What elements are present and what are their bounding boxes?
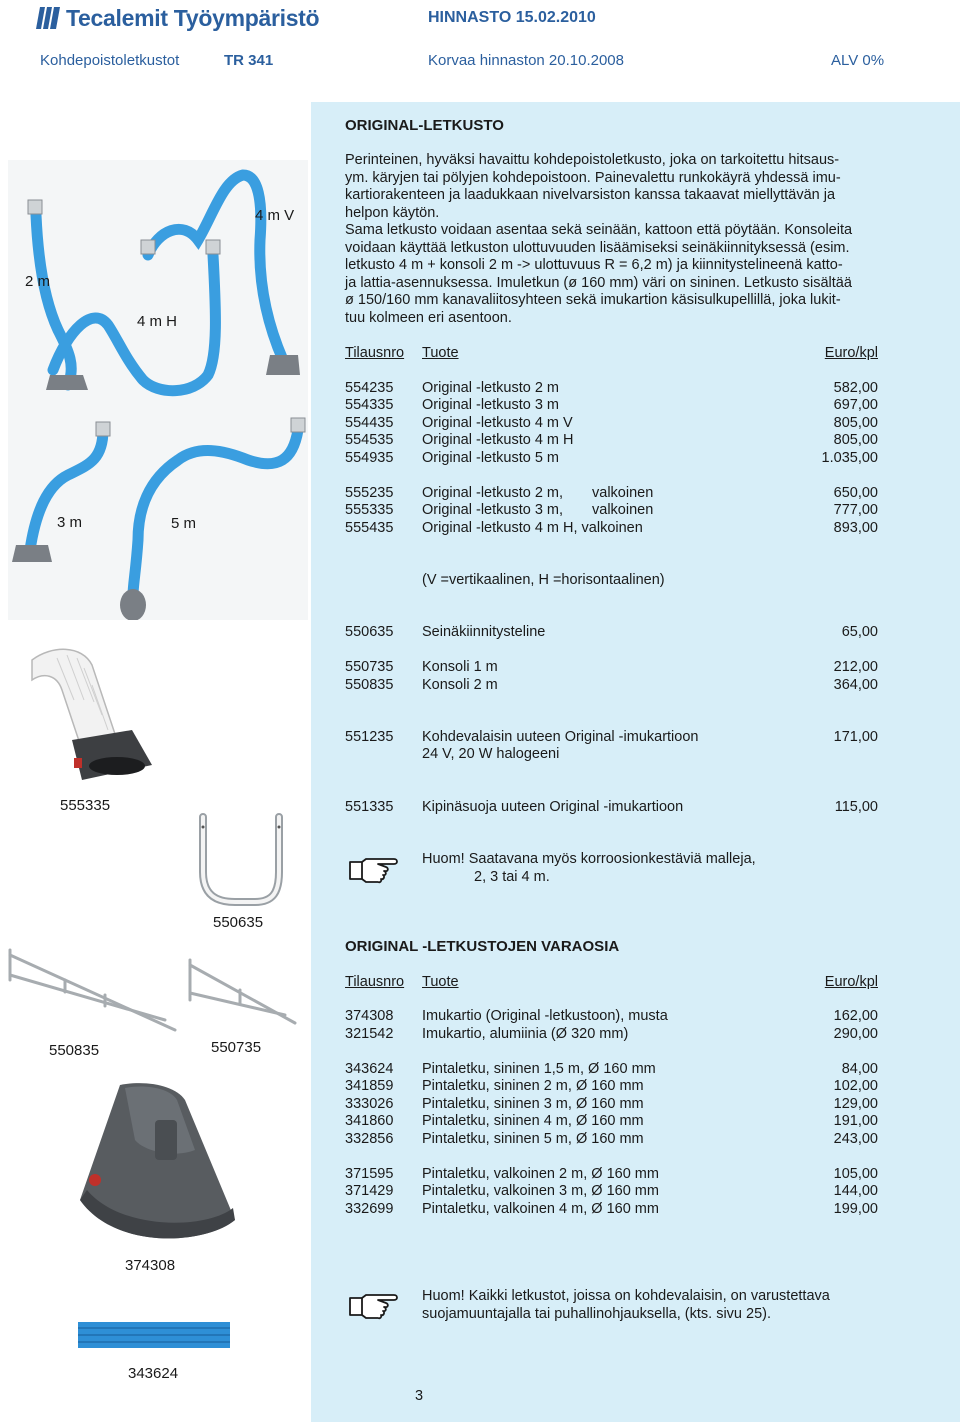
order-number: 374308 — [345, 1008, 394, 1024]
hose-label-5m: 5 m — [171, 515, 197, 532]
product-price: 115,00 — [834, 799, 878, 815]
product-name: Original -letkusto 2 m, — [422, 485, 564, 501]
image-label-343624: 343624 — [128, 1365, 179, 1382]
product-price: 102,00 — [833, 1078, 878, 1094]
column-header-price: Euro/kpl — [824, 974, 878, 990]
category-title: Kohdepoistoletkustot — [40, 52, 180, 69]
product-price: 805,00 — [833, 415, 878, 431]
product-price: 805,00 — [833, 432, 878, 448]
image-label-555335: 555335 — [60, 797, 111, 814]
hose-label-2m: 2 m — [25, 273, 51, 290]
order-number: 555335 — [345, 502, 394, 518]
product-price: 697,00 — [833, 397, 878, 413]
order-number: 554235 — [345, 380, 394, 396]
blue-hose-image — [78, 1322, 230, 1348]
pointing-hand-icon — [348, 1292, 404, 1320]
wall-bracket-image — [195, 812, 285, 912]
image-label-550735: 550735 — [211, 1039, 262, 1056]
section-title-original-letkusto: ORIGINAL-LETKUSTO — [345, 117, 504, 134]
product-name: Konsoli 1 m — [422, 659, 498, 675]
image-label-374308: 374308 — [125, 1257, 176, 1274]
suction-hood-image — [75, 1080, 240, 1250]
product-price: 84,00 — [841, 1061, 878, 1077]
column-header-product: Tuote — [422, 345, 459, 361]
image-label-550835: 550835 — [49, 1042, 100, 1059]
order-number: 332856 — [345, 1131, 394, 1147]
hose-label-3m: 3 m — [57, 514, 83, 531]
product-price: 65,00 — [841, 624, 878, 640]
product-name: Pintaletku, valkoinen 3 m, Ø 160 mm — [422, 1183, 659, 1199]
product-name: Original -letkusto 4 m H, valkoinen — [422, 520, 643, 536]
product-price: 582,00 — [833, 380, 878, 396]
order-number: 554935 — [345, 450, 394, 466]
description-line: tuu kolmeen eri asentoon. — [345, 310, 512, 326]
note-line: 2, 3 tai 4 m. — [474, 869, 550, 885]
order-number: 550635 — [345, 624, 394, 640]
order-number: 550735 — [345, 659, 394, 675]
product-price: 162,00 — [833, 1008, 878, 1024]
description-line: voidaan käyttää letkuston ulottuvuuden lisäämiseksi seinäkiinnityksessä (esim. — [345, 240, 850, 256]
order-number: 371429 — [345, 1183, 394, 1199]
hose-label-4m-v: 4 m V — [255, 207, 295, 224]
document-code: TR 341 — [224, 52, 274, 69]
product-name: Pintaletku, sininen 1,5 m, Ø 160 mm — [422, 1061, 656, 1077]
order-number: 341860 — [345, 1113, 394, 1129]
brand-logo — [36, 4, 319, 32]
product-name: Pintaletku, sininen 3 m, Ø 160 mm — [422, 1096, 644, 1112]
description-line: ja lattia-asennuksessa. Imuletkun (ø 160 mm) väri on sininen. Letkusto sisältää — [345, 275, 852, 291]
hose-label-4m-h: 4 m H — [137, 313, 178, 330]
product-price: 212,00 — [833, 659, 878, 675]
product-name: Original -letkusto 4 m H — [422, 432, 574, 448]
product-name: Original -letkusto 4 m V — [422, 415, 573, 431]
product-price: 893,00 — [833, 520, 878, 536]
column-header-order-number: Tilausnro — [345, 974, 405, 990]
product-price: 105,00 — [833, 1166, 878, 1182]
image-label-550635: 550635 — [213, 914, 264, 931]
order-number: 554335 — [345, 397, 394, 413]
description-line: kartiorakenteen ja laadukkaan nivelvarsiston kanssa takaavat miellyttävän ja — [345, 187, 836, 203]
product-name: Kipinäsuoja uuteen Original -imukartioon — [422, 799, 684, 815]
product-name: Imukartio, alumiinia (Ø 320 mm) — [422, 1026, 629, 1042]
description-line: ø 150/160 mm kanavaliitosyhteen sekä imukartion käsisulkupellillä, joka lukit- — [345, 292, 841, 308]
product-name: Original -letkusto 3 m — [422, 397, 559, 413]
order-number: 555435 — [345, 520, 394, 536]
product-price: 290,00 — [833, 1026, 878, 1042]
product-name: Seinäkiinnitysteline — [422, 624, 546, 640]
product-name: Imukartio (Original -letkustoon), musta — [422, 1008, 668, 1024]
order-number: 555235 — [345, 485, 394, 501]
product-name: Pintaletku, valkoinen 4 m, Ø 160 mm — [422, 1201, 659, 1217]
order-number: 554535 — [345, 432, 394, 448]
description-line: letkusto 4 m + konsoli 2 m -> ulottuvuus R = 6,2 m) ja kiinnitystelineenä katto- — [345, 257, 843, 273]
order-number: 371595 — [345, 1166, 394, 1182]
order-number: 343624 — [345, 1061, 394, 1077]
product-name: Pintaletku, sininen 2 m, Ø 160 mm — [422, 1078, 644, 1094]
product-price: 191,00 — [833, 1113, 878, 1129]
product-name: Pintaletku, valkoinen 2 m, Ø 160 mm — [422, 1166, 659, 1182]
order-number: 551235 — [345, 729, 394, 745]
product-name: Pintaletku, sininen 4 m, Ø 160 mm — [422, 1113, 644, 1129]
order-number: 332699 — [345, 1201, 394, 1217]
abbreviation-note: (V =vertikaalinen, H =horisontaalinen) — [422, 572, 665, 588]
pointing-hand-icon — [348, 856, 404, 884]
product-name: Original -letkusto 2 m — [422, 380, 559, 396]
product-price: 171,00 — [833, 729, 878, 745]
product-price: 1.035,00 — [821, 450, 878, 466]
column-header-product: Tuote — [422, 974, 459, 990]
product-name: Original -letkusto 5 m — [422, 450, 559, 466]
order-number: 554435 — [345, 415, 394, 431]
note-line: suojamuuntajalla tai puhallinohjauksella, (kts. sivu 25). — [422, 1306, 771, 1322]
page-number: 3 — [415, 1388, 424, 1404]
order-number: 333026 — [345, 1096, 394, 1112]
description-line: ym. käryjen tai pölyjen kohdepoistoon. Painevalettu runkokäyrä yhdessä imu- — [345, 170, 841, 186]
order-number: 551335 — [345, 799, 394, 815]
note-line: Huom! Kaikki letkustot, joissa on kohdevalaisin, on varustettava — [422, 1288, 830, 1304]
product-price: 129,00 — [833, 1096, 878, 1112]
description-line: Sama letkusto voidaan asentaa sekä seinään, kattoon että pöytään. Konsoleita — [345, 222, 853, 238]
column-header-order-number: Tilausnro — [345, 345, 405, 361]
replaces-note: Korvaa hinnaston 20.10.2008 — [428, 52, 624, 69]
order-number: 341859 — [345, 1078, 394, 1094]
product-name: Pintaletku, sininen 5 m, Ø 160 mm — [422, 1131, 644, 1147]
product-price: 777,00 — [833, 502, 878, 518]
product-variant: valkoinen — [592, 485, 654, 501]
product-price: 364,00 — [833, 677, 878, 693]
product-name: Original -letkusto 3 m, — [422, 502, 564, 518]
console-1m-image — [185, 955, 300, 1030]
column-header-price: Euro/kpl — [824, 345, 878, 361]
product-name: Konsoli 2 m — [422, 677, 498, 693]
order-number: 550835 — [345, 677, 394, 693]
product-price: 650,00 — [833, 485, 878, 501]
price-list-date: HINNASTO 15.02.2010 — [428, 9, 596, 26]
product-price: 243,00 — [833, 1131, 878, 1147]
brand-name: Tecalemit Työympäristö — [66, 4, 320, 31]
note-line: Huom! Saatavana myös korroosionkestäviä malleja, — [422, 851, 756, 867]
product-price: 144,00 — [833, 1183, 878, 1199]
white-hose-image — [22, 640, 162, 790]
product-name: Kohdevalaisin uuteen Original -imukartioon — [422, 729, 699, 745]
hose-variants-illustration — [8, 160, 308, 620]
product-spec: 24 V, 20 W halogeeni — [422, 746, 560, 762]
order-number: 321542 — [345, 1026, 394, 1042]
console-2m-image — [5, 940, 180, 1035]
vat-note: ALV 0% — [831, 52, 885, 69]
description-line: helpon käytön. — [345, 205, 440, 221]
logo-icon — [36, 7, 60, 29]
product-variant: valkoinen — [592, 502, 654, 518]
description-line: Perinteinen, hyväksi havaittu kohdepoistoletkusto, joka on tarkoitettu hitsaus- — [345, 152, 840, 168]
product-price: 199,00 — [833, 1201, 878, 1217]
section-title-varaosia: ORIGINAL -LETKUSTOJEN VARAOSIA — [345, 938, 620, 955]
